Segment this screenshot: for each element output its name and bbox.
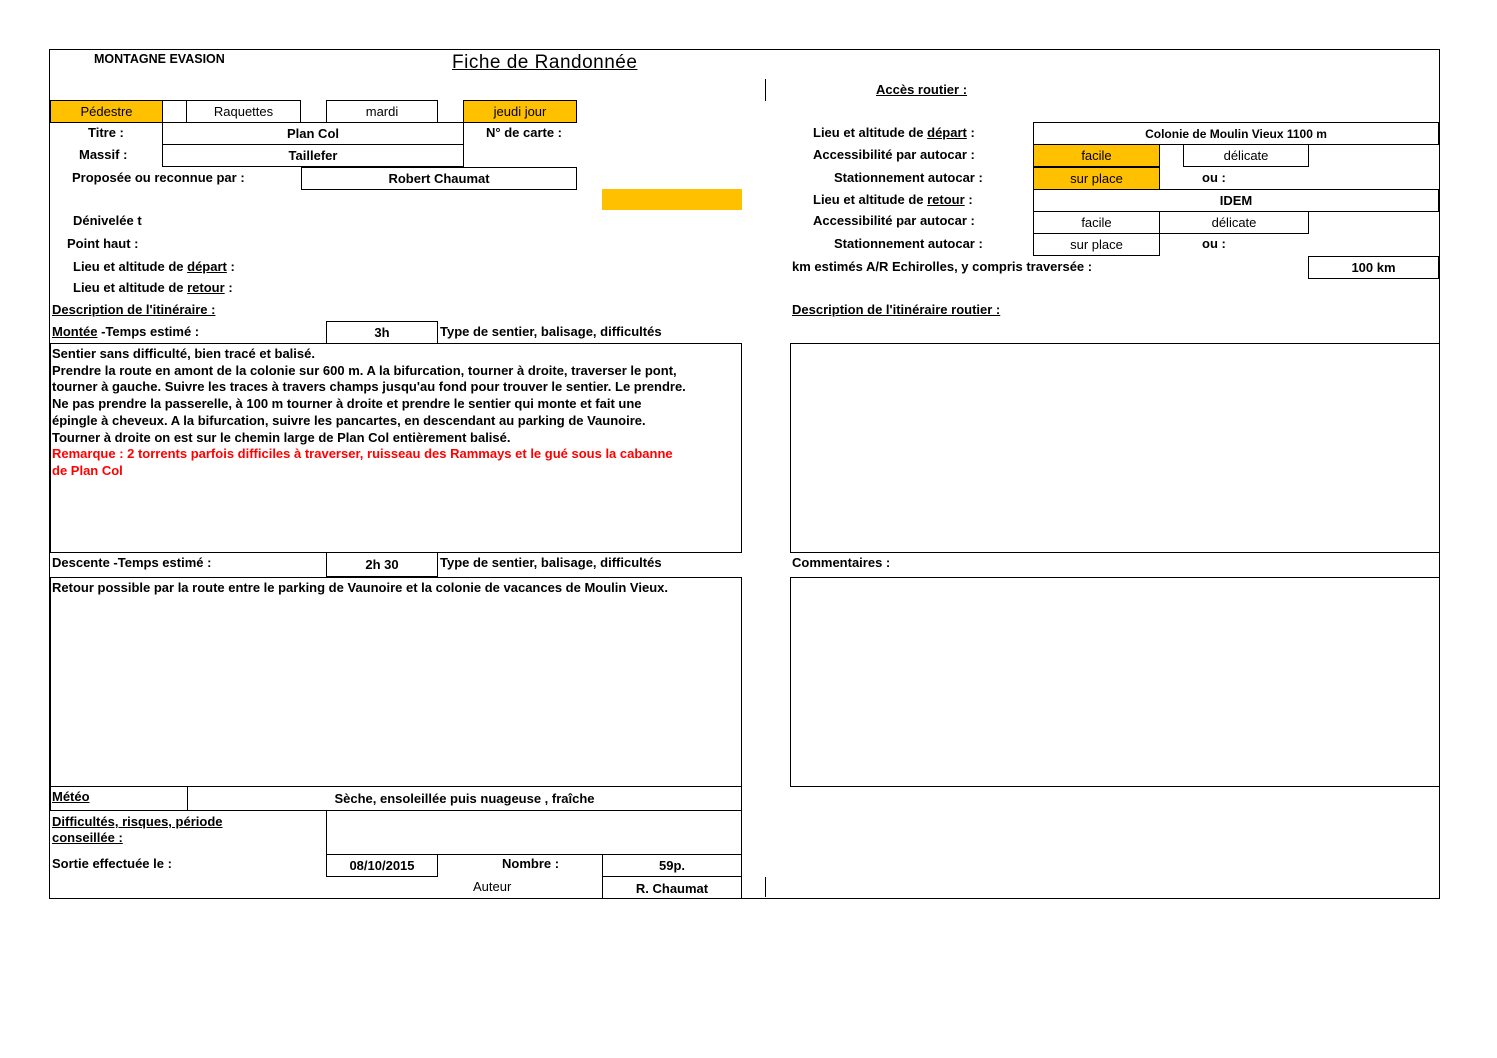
difficultes-label-line1: Difficultés, risques, période	[52, 814, 223, 829]
access2-delicate[interactable]: délicate	[1159, 211, 1309, 234]
difficultes-label-line2: conseillée :	[52, 830, 123, 845]
acces-routier-heading: Accès routier :	[876, 82, 968, 97]
description-itineraire-label: Description de l'itinéraire :	[52, 302, 216, 317]
auteur-label: Auteur	[473, 879, 512, 894]
ou1-label: ou :	[1202, 170, 1226, 185]
nombre-label: Nombre :	[502, 856, 560, 871]
montee-line: épingle à cheveux. A la bifurcation, suivre les pancartes, en descendant au parking de Vaunoire.	[52, 412, 646, 428]
left-lieu-retour-label: Lieu et altitude de retour :	[73, 280, 233, 295]
type-checkbox-blank[interactable]	[162, 100, 187, 123]
access1-label: Accessibilité par autocar :	[813, 147, 975, 162]
montee-label: Montée -Temps estimé :	[52, 324, 200, 339]
sortie-label: Sortie effectuée le :	[52, 856, 172, 871]
access2-facile[interactable]: facile	[1033, 211, 1160, 234]
type-raquettes[interactable]: Raquettes	[186, 100, 301, 123]
day-jeudi[interactable]: jeudi jour	[463, 100, 577, 123]
montee-type-label: Type de sentier, balisage, difficultés	[440, 324, 662, 339]
page-title: Fiche de Randonnée	[452, 52, 638, 73]
routier-description-box[interactable]	[790, 343, 1440, 553]
vertical-marker-bottom	[765, 877, 766, 897]
montee-remark-line: de Plan Col	[52, 462, 123, 478]
commentaires-divider	[790, 552, 1440, 553]
montee-line: Prendre la route en amont de la colonie sur 600 m. A la bifurcation, tourner à droite, traverser le pont,	[52, 362, 677, 378]
titre-label: Titre :	[88, 125, 124, 140]
access1-facile[interactable]: facile	[1033, 144, 1160, 167]
right-lieu-retour-label: Lieu et altitude de retour :	[813, 192, 973, 207]
point-haut-label: Point haut :	[67, 236, 139, 251]
montee-line: tourner à gauche. Suivre les traces à travers champs jusqu'au fond pour trouver le sentier. Le prendre.	[52, 379, 686, 395]
station1-label: Stationnement autocar :	[834, 170, 983, 185]
right-lieu-retour-value[interactable]: IDEM	[1033, 189, 1439, 212]
right-lieu-depart-value[interactable]: Colonie de Moulin Vieux 1100 m	[1033, 122, 1439, 145]
meteo-label: Météo	[52, 789, 90, 804]
type-pedestre[interactable]: Pédestre	[50, 100, 163, 123]
massif-label: Massif :	[79, 147, 128, 162]
difficultes-value[interactable]	[326, 810, 742, 855]
montee-remark-line: Remarque : 2 torrents parfois difficiles à traverser, ruisseau des Rammays et le gué sous la cabanne	[52, 446, 673, 462]
descente-label: Descente -Temps estimé :	[52, 555, 212, 570]
descente-description-box[interactable]	[50, 577, 742, 787]
commentaires-label: Commentaires :	[792, 555, 891, 570]
vertical-marker-top	[765, 79, 766, 101]
proposee-label: Proposée ou reconnue par :	[72, 170, 245, 185]
montee-time[interactable]: 3h	[326, 321, 438, 344]
sortie-date[interactable]: 08/10/2015	[326, 854, 438, 877]
auteur-value[interactable]: R. Chaumat	[602, 876, 742, 899]
commentaires-box[interactable]	[790, 577, 1440, 787]
km-label: km estimés A/R Echirolles, y compris traversée :	[792, 259, 1093, 274]
station2-label: Stationnement autocar :	[834, 236, 983, 251]
carte-label: N° de carte :	[486, 125, 563, 140]
montee-line: Sentier sans difficulté, bien tracé et balisé.	[52, 346, 315, 361]
station2-value[interactable]: sur place	[1033, 233, 1160, 256]
descente-type-label: Type de sentier, balisage, difficultés	[440, 555, 662, 570]
denivelee-label: Dénivelée t	[73, 213, 142, 228]
montee-line: Ne pas prendre la passerelle, à 100 m tourner à droite et prendre le sentier qui monte et fait une	[52, 396, 642, 412]
montee-description-text	[52, 346, 740, 480]
proposee-value[interactable]: Robert Chaumat	[301, 167, 577, 190]
left-lieu-depart-label: Lieu et altitude de départ :	[73, 259, 235, 274]
right-lieu-depart-label: Lieu et altitude de départ :	[813, 125, 975, 140]
station1-value[interactable]: sur place	[1033, 167, 1160, 190]
access1-delicate[interactable]: délicate	[1183, 144, 1309, 167]
description-routier-label: Description de l'itinéraire routier :	[792, 302, 1001, 317]
montee-line: Tourner à droite on est sur le chemin large de Plan Col entièrement balisé.	[52, 429, 511, 445]
massif-value[interactable]: Taillefer	[162, 144, 464, 167]
descente-time[interactable]: 2h 30	[326, 552, 438, 577]
day-mardi[interactable]: mardi	[326, 100, 438, 123]
meteo-value[interactable]: Sèche, ensoleillée puis nuageuse , fraîche	[187, 786, 742, 811]
nombre-value[interactable]: 59p.	[602, 854, 742, 877]
km-value[interactable]: 100 km	[1308, 256, 1439, 279]
highlight-bar	[602, 189, 742, 210]
descente-description-text: Retour possible par la route entre le parking de Vaunoire et la colonie de vacances de Moulin Vieux.	[52, 580, 668, 595]
access2-label: Accessibilité par autocar :	[813, 213, 975, 228]
ou2-label: ou :	[1202, 236, 1226, 251]
titre-value[interactable]: Plan Col	[162, 122, 464, 145]
organization-name: MONTAGNE EVASION	[94, 52, 225, 66]
